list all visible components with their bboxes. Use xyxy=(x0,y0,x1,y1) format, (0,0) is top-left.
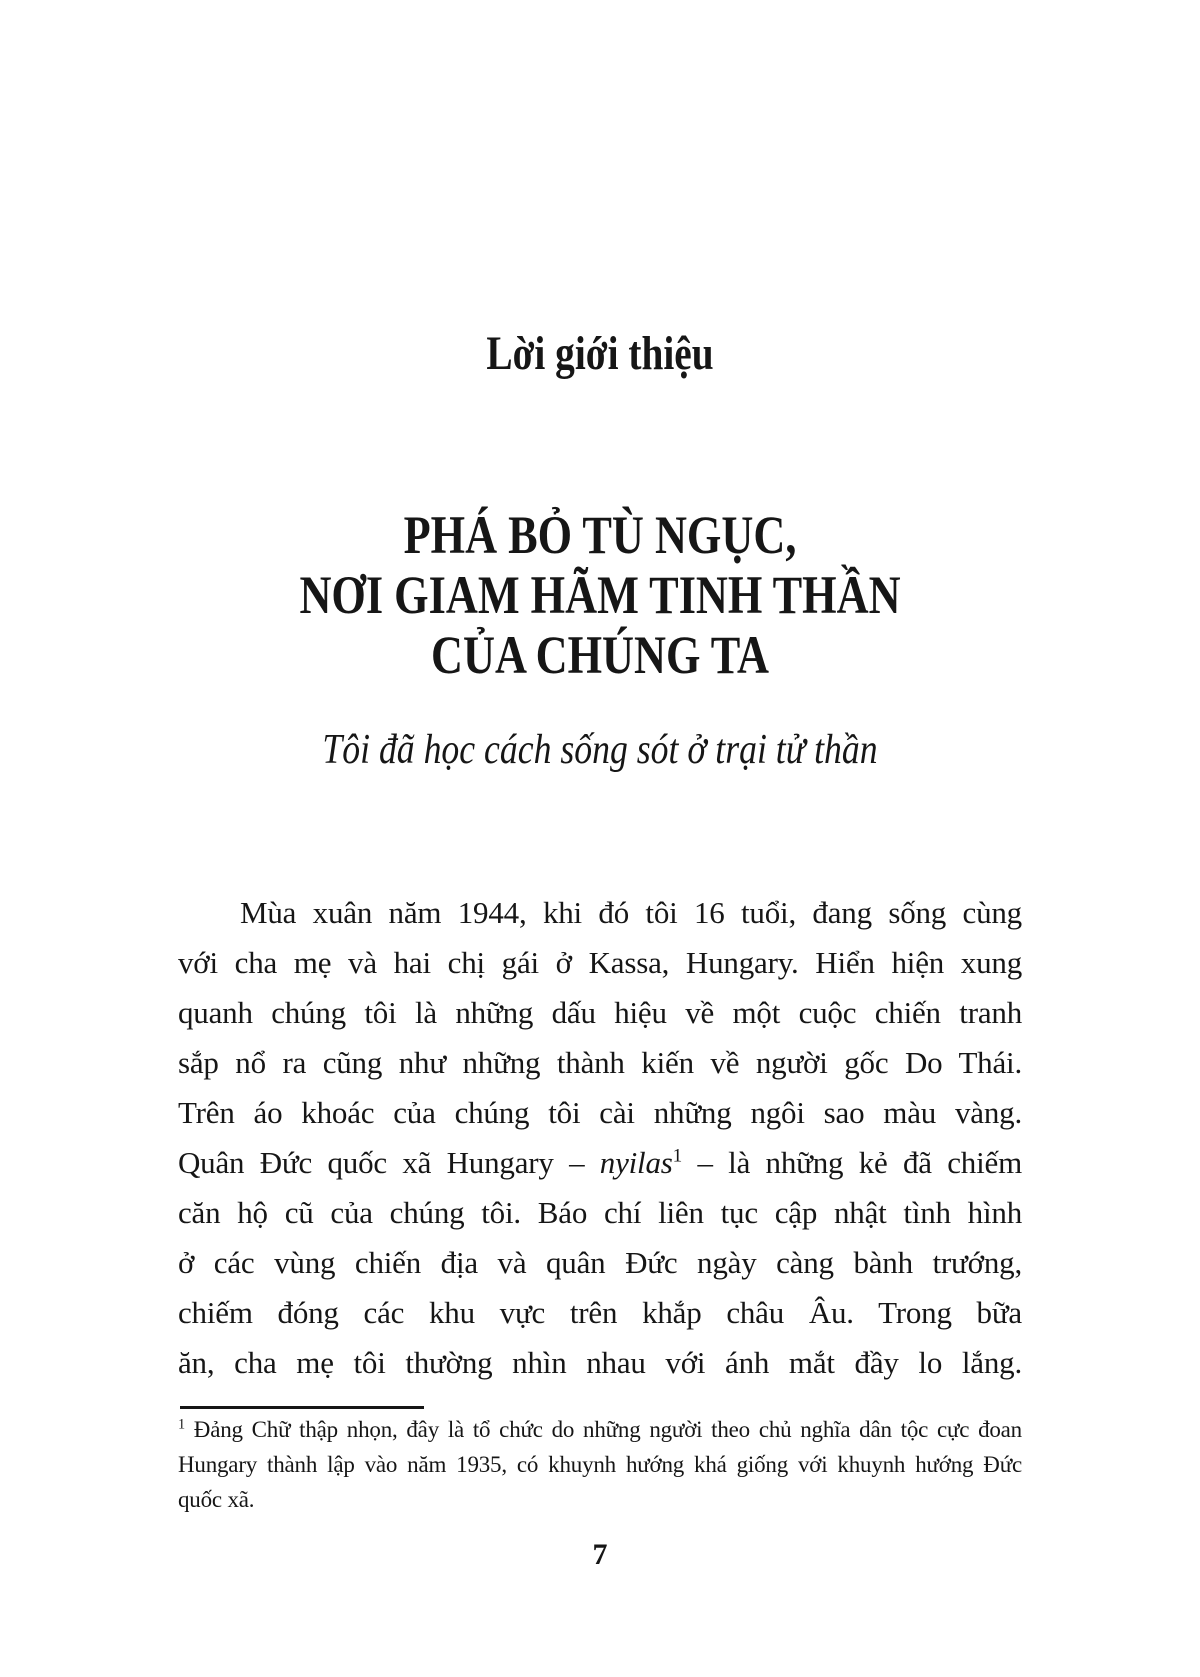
footnote-divider xyxy=(180,1406,424,1409)
chapter-title-line-3: CỦA CHÚNG TA xyxy=(431,625,769,685)
body-line-5: Trên áo khoác của chúng tôi cài những ngôi sao màu vàng. xyxy=(178,1095,1022,1130)
footnote-marker: 1 xyxy=(178,1416,185,1433)
footnote-reference: 1 xyxy=(672,1145,683,1167)
body-line-4: sắp nổ ra cũng như những thành kiến về người gốc Do Thái. xyxy=(178,1045,1022,1080)
footnote-line-1-text: Đảng Chữ thập nhọn, đây là tổ chức do những người theo chủ nghĩa dân tộc cực đoan xyxy=(193,1417,1022,1442)
page-number: 7 xyxy=(592,1538,608,1571)
body-line-10: ăn, cha mẹ tôi thường nhìn nhau với ánh mắt đầy lo lắng. xyxy=(178,1345,1022,1380)
footnote-line-1 xyxy=(178,1412,1022,1447)
body-line-6 xyxy=(178,1138,1022,1188)
body-line-6-suffix: – là những kẻ đã chiếm xyxy=(697,1145,1022,1180)
footnote-line-2: Hungary thành lập vào năm 1935, có khuynh hướng khá giống với khuynh hướng Đức xyxy=(178,1452,1022,1477)
section-label: Lời giới thiệu xyxy=(486,327,714,380)
footnote xyxy=(178,1412,1022,1517)
footnote-line-3: quốc xã. xyxy=(178,1487,255,1512)
body-line-9: chiếm đóng các khu vực trên khắp châu Âu. Trong bữa xyxy=(178,1295,1022,1330)
body-line-7: căn hộ cũ của chúng tôi. Báo chí liên tục cập nhật tình hình xyxy=(178,1195,1022,1230)
body-paragraph xyxy=(178,888,1022,1388)
chapter-title-line-2: NƠI GIAM HÃM TINH THẦN xyxy=(299,565,901,625)
nyilas-term: nyilas xyxy=(599,1145,673,1180)
body-line-1: Mùa xuân năm 1944, khi đó tôi 16 tuổi, đang sống cùng xyxy=(240,895,1022,930)
body-line-2: với cha mẹ và hai chị gái ở Kassa, Hungary. Hiển hiện xung xyxy=(178,945,1022,980)
body-line-3: quanh chúng tôi là những dấu hiệu về một cuộc chiến tranh xyxy=(178,995,1022,1030)
body-line-8: ở các vùng chiến địa và quân Đức ngày càng bành trướng, xyxy=(178,1245,1022,1280)
body-line-6-prefix: Quân Đức quốc xã Hungary – xyxy=(178,1145,585,1180)
chapter-title xyxy=(108,505,1092,685)
chapter-subtitle: Tôi đã học cách sống sót ở trại tử thần xyxy=(322,727,878,773)
chapter-title-line-1: PHÁ BỎ TÙ NGỤC, xyxy=(403,505,797,565)
